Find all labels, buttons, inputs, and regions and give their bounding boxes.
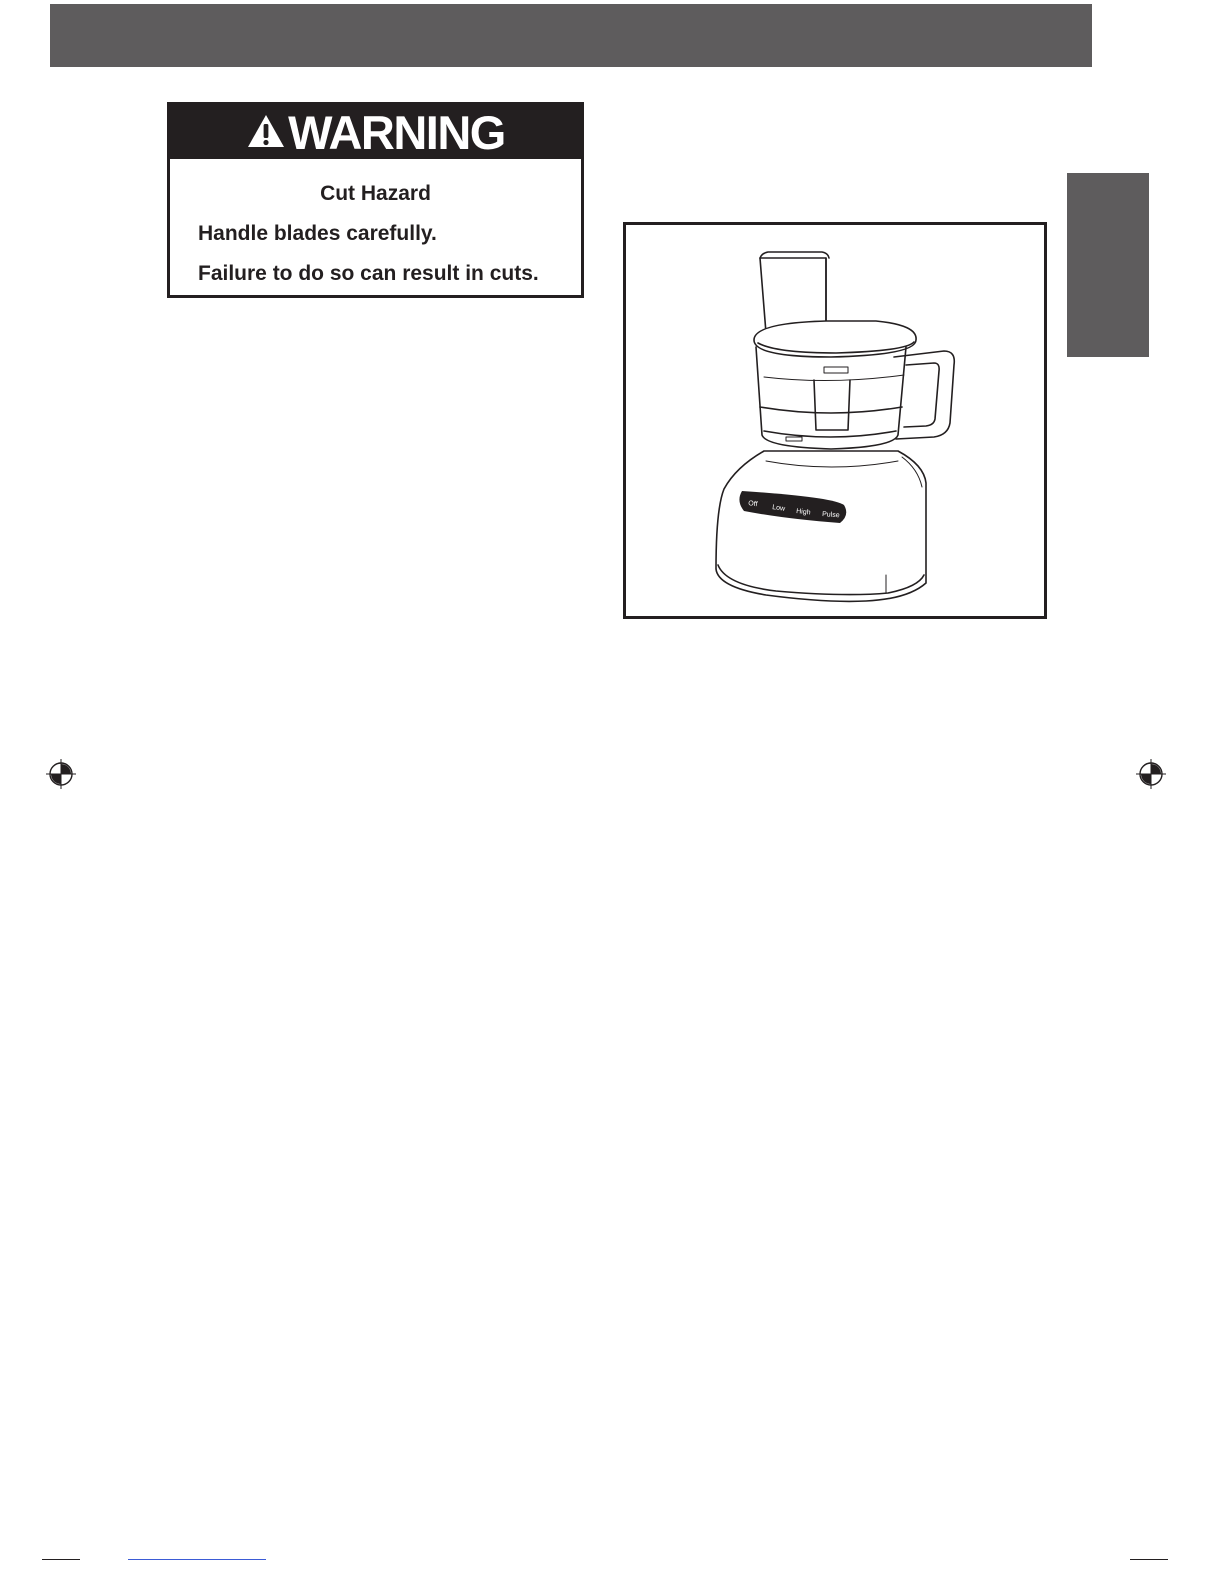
footer-rule [42,1559,80,1560]
warning-consequence: Failure to do so can result in cuts. [198,262,539,285]
control-high-label: High [795,508,811,517]
footer-rule [128,1559,266,1560]
section-tab [1067,173,1149,357]
control-pulse-label: Pulse [821,511,840,520]
footer-rule [1130,1559,1168,1560]
food-processor-illustration [626,225,1044,616]
warning-header [170,105,581,159]
control-off-label: Off [747,500,758,509]
warning-triangle-icon [246,113,286,149]
header-bar [50,4,1092,67]
food-processor-figure [623,222,1047,619]
warning-box [167,102,584,298]
registration-mark-icon [1136,759,1166,789]
warning-instruction: Handle blades carefully. [198,222,437,245]
warning-title: WARNING [288,105,505,159]
control-low-label: Low [771,504,786,513]
hazard-title: Cut Hazard [320,182,431,205]
registration-mark-icon [46,759,76,789]
